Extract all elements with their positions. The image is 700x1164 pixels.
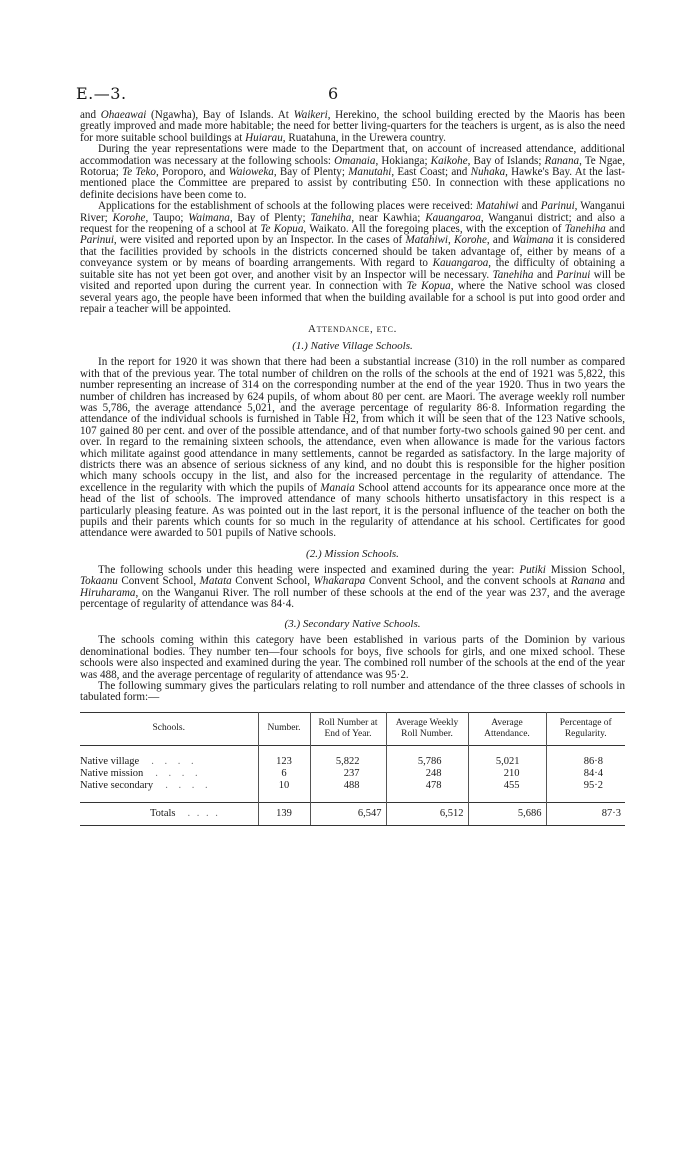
subheading-mission: (2.) Mission Schools. [306,547,399,560]
document-page [76,84,626,826]
paragraph-ohaeawai: and Ohaeawai (Ngawha), Bay of Islands. At Waikeri, Herekino, the school building erected by the Maoris has been greatly improved and made more habitable; the need for better living-quarters for the teachers is urgent, as is also the need for more suitable school buildings at Huiarau, Ruatahuna, in the Urewera country. [80,109,625,144]
table-row: Native village . . . . 123 5,822 5,786 5,021 86·8 [80,756,625,768]
page-number: 6 [328,84,339,103]
subheading-native-village: (1.) Native Village Schools. [292,340,413,353]
header-attendance: Average Attendance. [468,712,546,745]
page-header [76,84,625,110]
summary-table [80,712,625,826]
header-regularity: Percentage of Regularity. [546,712,625,745]
paragraph-mission: The following schools under this heading were inspected and examined during the year: Putiki Mission School, Tokaanu Convent School, Matata Convent School, Whakarapa Convent School, and the convent schools at Ranana and Hiruharama, on the Wanganui River. The roll number of these schools at the end of the year was 237, and the average percentage of regularity of attendance was 84·4. [80,563,625,611]
report-reference: E.—3. [76,84,127,103]
table-row: Native mission . . . . 6 237 248 210 84·4 [80,768,625,780]
table-totals-row: Totals . . . . 139 6,547 6,512 5,686 87·3 [80,802,625,825]
paragraph-secondary: The schools coming within this category have been established in various parts of the Dominion by various denominational bodies. They number ten—four schools for boys, five schools for girls, and one mixed school. These schools were also inspected and examined during the year. The combined roll number of the schools at the end of the year was 488, and the average percentage of regularity of attendance was 95·2. [80,634,625,681]
header-schools: Schools. [152,723,185,734]
section-heading-attendance: Attendance, etc. [308,323,397,336]
paragraph-summary-intro: The following summary gives the particulars relating to roll number and attendance of the three classes of schools in tabulated form:— [80,680,625,704]
subheading-secondary: (3.) Secondary Native Schools. [284,618,421,631]
table-row: Native secondary . . . . 10 488 478 455 95·2 [80,780,625,792]
header-weekly-roll: Average Weekly Roll Number. [386,712,468,745]
header-roll-number: Roll Number at End of Year. [310,712,386,745]
header-number: Number. [258,712,310,745]
table-header-row [80,712,625,745]
paragraph-representations: During the year representations were made to the Department that, on account of increased attendance, additional accommodation was necessary at the following schools: Omanaia, Hokianga; Kaikohe, Bay of Islands; Ranana, Te Ngae, Rotorua; Te Teko, Poroporo, and Waioweka, Bay of Plenty; Manutahi, East Coast; and Nuhaka, Hawke's Bay. At the last-mentioned place the Committee are prepared to assist by contributing £50. In connection with these applications no definite decisions have been come to. [80,143,625,201]
paragraph-applications: Applications for the establishment of schools at the following places were received: Matahiwi and Parinui, Wanganui River; Korohe, Taupo; Waimana, Bay of Plenty; Tanehiha, near Kawhia; Kauangaroa, Wanganui district; and also a request for the reopening of a school at Te Kopua, Waikato. All the foregoing places, with the exception of Tanehiha and Parinui, were visited and reported upon by an Inspector. In the cases of Matahiwi, Korohe, and Waimana it is considered that the facilities provided by schools in the districts concerned should be taken advantage of, either by means of a conveyance system or by means of boarding arrangements. With regard to Kauangaroa, the difficulty of obtaining a suitable site has not yet been got over, and another visit by an Inspector will be necessary. Tanehiha and Parinui will be visited and reported upon during the current year. In connection with Te Kopua, where the Native school was closed several years ago, the people have been informed that when the building available for a school is put into good order and repair a teacher will be appointed. [80,200,626,315]
paragraph-native-village: In the report for 1920 it was shown that there had been a substantial increase (310) in the roll number as compared with that of the previous year. The total number of children on the rolls of the schools at the end of 1921 was 5,822, this number representing an increase of 314 on the corresponding number at the end of the year 1920. Thus in two years the number of children has increased by 624 pupils, of whom about 80 per cent. are Maori. The average weekly roll number was 5,786, the average attendance 5,021, and the average percentage of regularity 86·8. Information regarding the attendance of the individual schools is furnished in Table H2, from which it will be seen that of the 123 Native schools, 107 gained 80 per cent. and over of the possible attendance, and of that number forty-two schools gained 90 per cent. and over. In regard to the remaining sixteen schools, the attendance, even when allowance is made for the various factors which militate against good attendance in many settlements, cannot be regarded as satisfactory. In the large majority of districts there was an absence of serious sickness of any kind, and no doubt this is responsible for the higher position which many schools occupy in the list, and also for the increased percentage in the regularity of attendance. The excellence in the regularity with which the pupils of Manaia School attend accounts for its appearance once more at the head of the list of schools. The improved attendance of many schools hitherto unsatisfactory in this respect is a particularly pleasing feature. As was pointed out in the last report, it is the personal influence of the teacher on both the pupils and their parents which counts for so much in the regularity of attendance at his school. Certificates for good attendance were awarded to 501 pupils of Native schools. [80,356,625,540]
